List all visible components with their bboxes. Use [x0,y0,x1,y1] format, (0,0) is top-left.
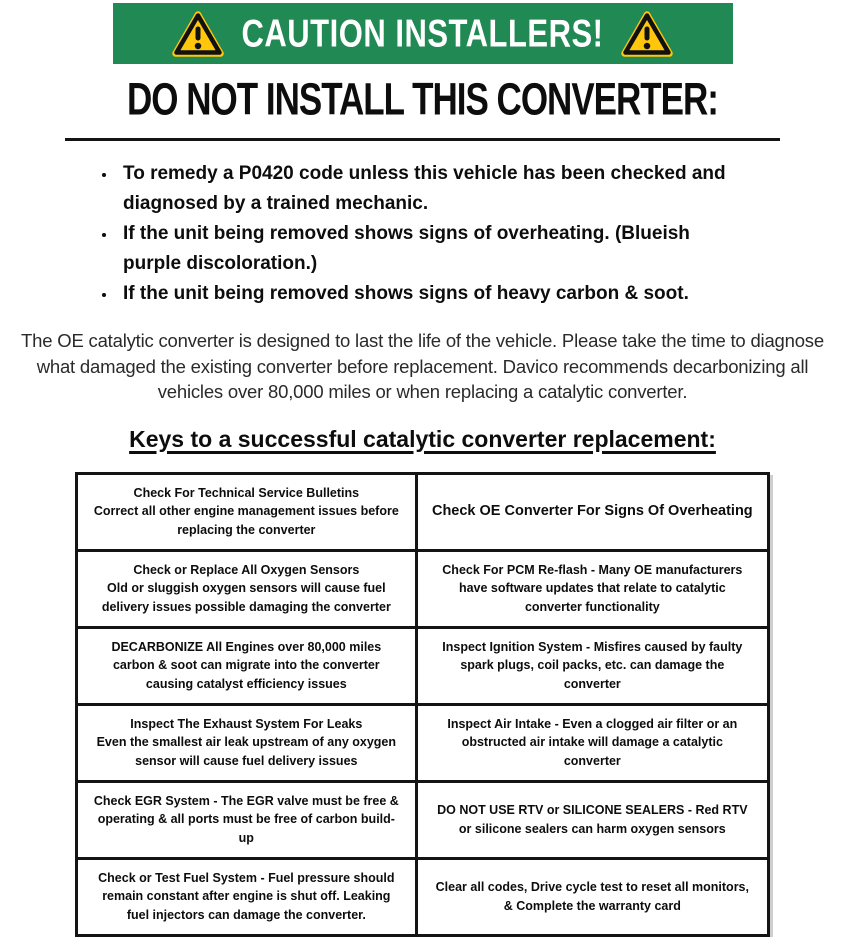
table-cell-left [77,627,417,704]
cell-line: Clear all codes, Drive cycle test to reset all monitors, & Complete the warranty card [435,879,749,913]
bullet-item: • If the unit being removed shows signs of heavy carbon & soot. [117,279,737,309]
table-cell-right [416,704,768,781]
caution-banner [113,3,733,64]
table-cell-left [77,473,417,550]
cell-line: Even the smallest air leak upstream of any oxygen sensor will cause fuel delivery issues [96,735,397,768]
cell-line: Check For Technical Service Bulletins [133,485,360,500]
keys-table-body [77,473,769,935]
banner-title: CAUTION INSTALLERS! [241,11,604,55]
keys-table [75,472,770,937]
advisory-paragraph: The OE catalytic converter is designed to last the life of the vehicle. Please take the time to diagnose what damaged the existing converter before replacement. Davico recommends decarbonizing all vehicles over 80,000 miles or when replacing a catalytic converter. [21,330,824,403]
page-title: DO NOT INSTALL THIS CONVERTER: [127,74,718,125]
warning-triangle-icon [172,11,224,57]
table-cell-right [416,550,768,627]
cell-line: Check For PCM Re-flash - Many OE manufacturers have software updates that relate to catalytic converter functionality [442,562,743,614]
cell-line: DECARBONIZE All Engines over 80,000 miles carbon & soot can migrate into the converter causing catalyst efficiency issues [111,639,382,691]
bullet-item: • To remedy a P0420 code unless this vehicle has been checked and diagnosed by a trained mechanic. [117,159,737,219]
cell-line: Check or Replace All Oxygen Sensors [133,562,360,577]
table-row [77,550,769,627]
cell-line: Check EGR System - The EGR valve must be free & operating & all ports must be free of carbon build-up [93,793,399,845]
table-cell-left [77,858,417,935]
warning-bullet-list [97,159,737,309]
cell-line: Inspect Air Intake - Even a clogged air filter or an obstructed air intake will damage a catalytic converter [447,716,738,768]
cell-line: Check OE Converter For Signs Of Overheating [431,502,753,519]
table-row [77,781,769,858]
bullet-item: • If the unit being removed shows signs of overheating. (Blueish purple discoloration.) [117,219,737,279]
cell-line: Inspect Ignition System - Misfires caused by faulty spark plugs, coil packs, etc. can damage the converter [442,639,743,691]
table-cell-left [77,781,417,858]
table-cell-right [416,858,768,935]
table-cell-right [416,627,768,704]
divider-line [65,138,780,141]
table-cell-right [416,473,768,550]
table-cell-left [77,704,417,781]
cell-line: Old or sluggish oxygen sensors will cause fuel delivery issues possible damaging the converter [101,581,391,614]
cell-line: Correct all other engine management issues before replacing the converter [93,504,399,537]
warning-triangle-icon [621,11,673,57]
cell-line: DO NOT USE RTV or SILICONE SEALERS - Red RTV or silicone sealers can harm oxygen sensors [437,802,748,836]
cell-line: Check or Test Fuel System - Fuel pressure should remain constant after engine is shut off. Leaking fuel injectors can damage the converter. [98,870,395,922]
table-cell-left [77,550,417,627]
cell-line: Inspect The Exhaust System For Leaks [130,716,363,731]
table-row [77,473,769,550]
table-cell-right [416,781,768,858]
table-row [77,704,769,781]
table-row [77,858,769,935]
table-row [77,627,769,704]
section-heading: Keys to a successful catalytic converter replacement: [129,425,716,452]
